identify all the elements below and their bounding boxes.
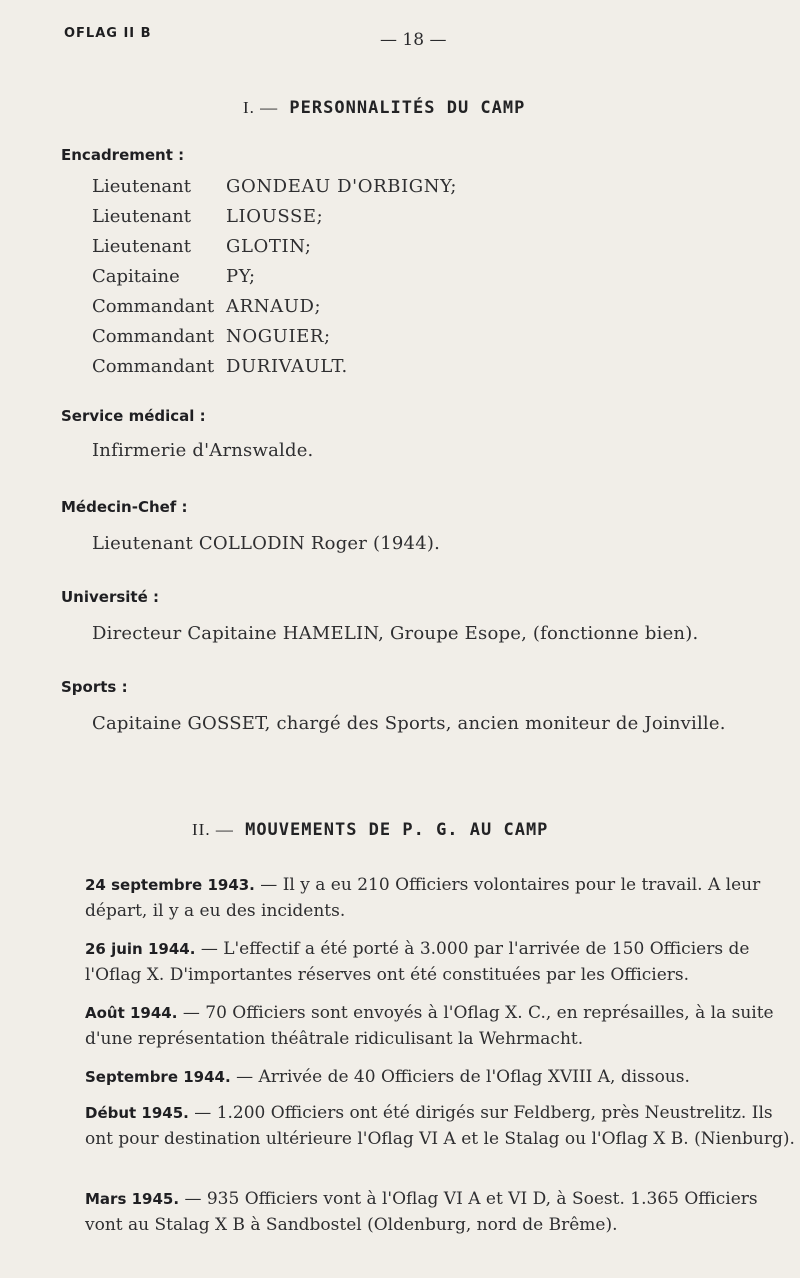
section-2-number: II. — (192, 820, 234, 839)
event-paragraph (55, 1000, 797, 1052)
running-header: OFLAG II B (64, 26, 152, 41)
rank: Lieutenant (92, 236, 191, 257)
sports-text: Capitaine GOSSET, chargé des Sports, ancien moniteur de Joinville. (92, 713, 726, 734)
rank: Capitaine (92, 266, 180, 287)
event-text: — Il y a eu 210 Officiers volontaires pour le travail. A leur départ, il y a eu des incidents. (85, 875, 761, 921)
event-paragraph (55, 936, 797, 988)
section-1-number: I. — (243, 98, 279, 117)
rank: Commandant (92, 296, 215, 317)
event-text: — 70 Officiers sont envoyés à l'Oflag X. C., en représailles, à la suite d'une représentation théâtrale ridiculisant la Wehrmacht. (85, 1003, 774, 1049)
officer-name: PY; (226, 266, 256, 287)
event-date: Août 1944. (85, 1004, 178, 1022)
event-date: Mars 1945. (85, 1190, 180, 1208)
officer-name: GLOTIN; (226, 236, 312, 257)
sports-label: Sports : (61, 678, 128, 696)
event-paragraph (55, 1186, 797, 1238)
medecin-chef-text: Lieutenant COLLODIN Roger (1944). (92, 533, 440, 554)
officer-name: GONDEAU D'ORBIGNY; (226, 176, 458, 197)
event-text: — 1.200 Officiers ont été dirigés sur Feldberg, près Neustrelitz. Ils ont pour destination ultérieure l'Oflag VI A et le Stalag ou l'Oflag X B. (Nienburg). (85, 1103, 795, 1149)
universite-label: Université : (61, 588, 159, 606)
section-2-title (192, 820, 548, 840)
medecin-chef-label: Médecin-Chef : (61, 498, 188, 516)
event-text: — 935 Officiers vont à l'Oflag VI A et VI D, à Soest. 1.365 Officiers vont au Stalag X B à Sandbostel (Oldenburg, nord de Brême). (85, 1189, 758, 1235)
universite-text: Directeur Capitaine HAMELIN, Groupe Esope, (fonctionne bien). (92, 623, 699, 644)
officer-name: ARNAUD; (226, 296, 322, 317)
event-paragraph (55, 872, 797, 924)
event-date: 26 juin 1944. (85, 940, 196, 958)
rank: Commandant (92, 356, 215, 377)
event-text: — Arrivée de 40 Officiers de l'Oflag XVIII A, dissous. (236, 1067, 690, 1087)
section-2-heading: MOUVEMENTS DE P. G. AU CAMP (245, 820, 549, 840)
rank: Commandant (92, 326, 215, 347)
rank: Lieutenant (92, 176, 191, 197)
rank: Lieutenant (92, 206, 191, 227)
service-medical-label: Service médical : (61, 407, 206, 425)
event-date: Début 1945. (85, 1104, 189, 1122)
event-paragraph (55, 1064, 797, 1090)
page-number: — 18 — (380, 30, 447, 50)
event-date: 24 septembre 1943. (85, 876, 255, 894)
officer-name: NOGUIER; (226, 326, 331, 347)
section-1-heading: PERSONNALITÉS DU CAMP (289, 98, 526, 118)
section-1-title (243, 98, 525, 118)
event-paragraph (55, 1100, 797, 1152)
service-medical-text: Infirmerie d'Arnswalde. (92, 440, 314, 461)
officer-name: LIOUSSE; (226, 206, 324, 227)
event-text: — L'effectif a été porté à 3.000 par l'arrivée de 150 Officiers de l'Oflag X. D'importantes réserves ont été constituées par les Officiers. (85, 939, 750, 985)
encadrement-label: Encadrement : (61, 146, 185, 164)
event-date: Septembre 1944. (85, 1068, 231, 1086)
officer-name: DURIVAULT. (226, 356, 348, 377)
